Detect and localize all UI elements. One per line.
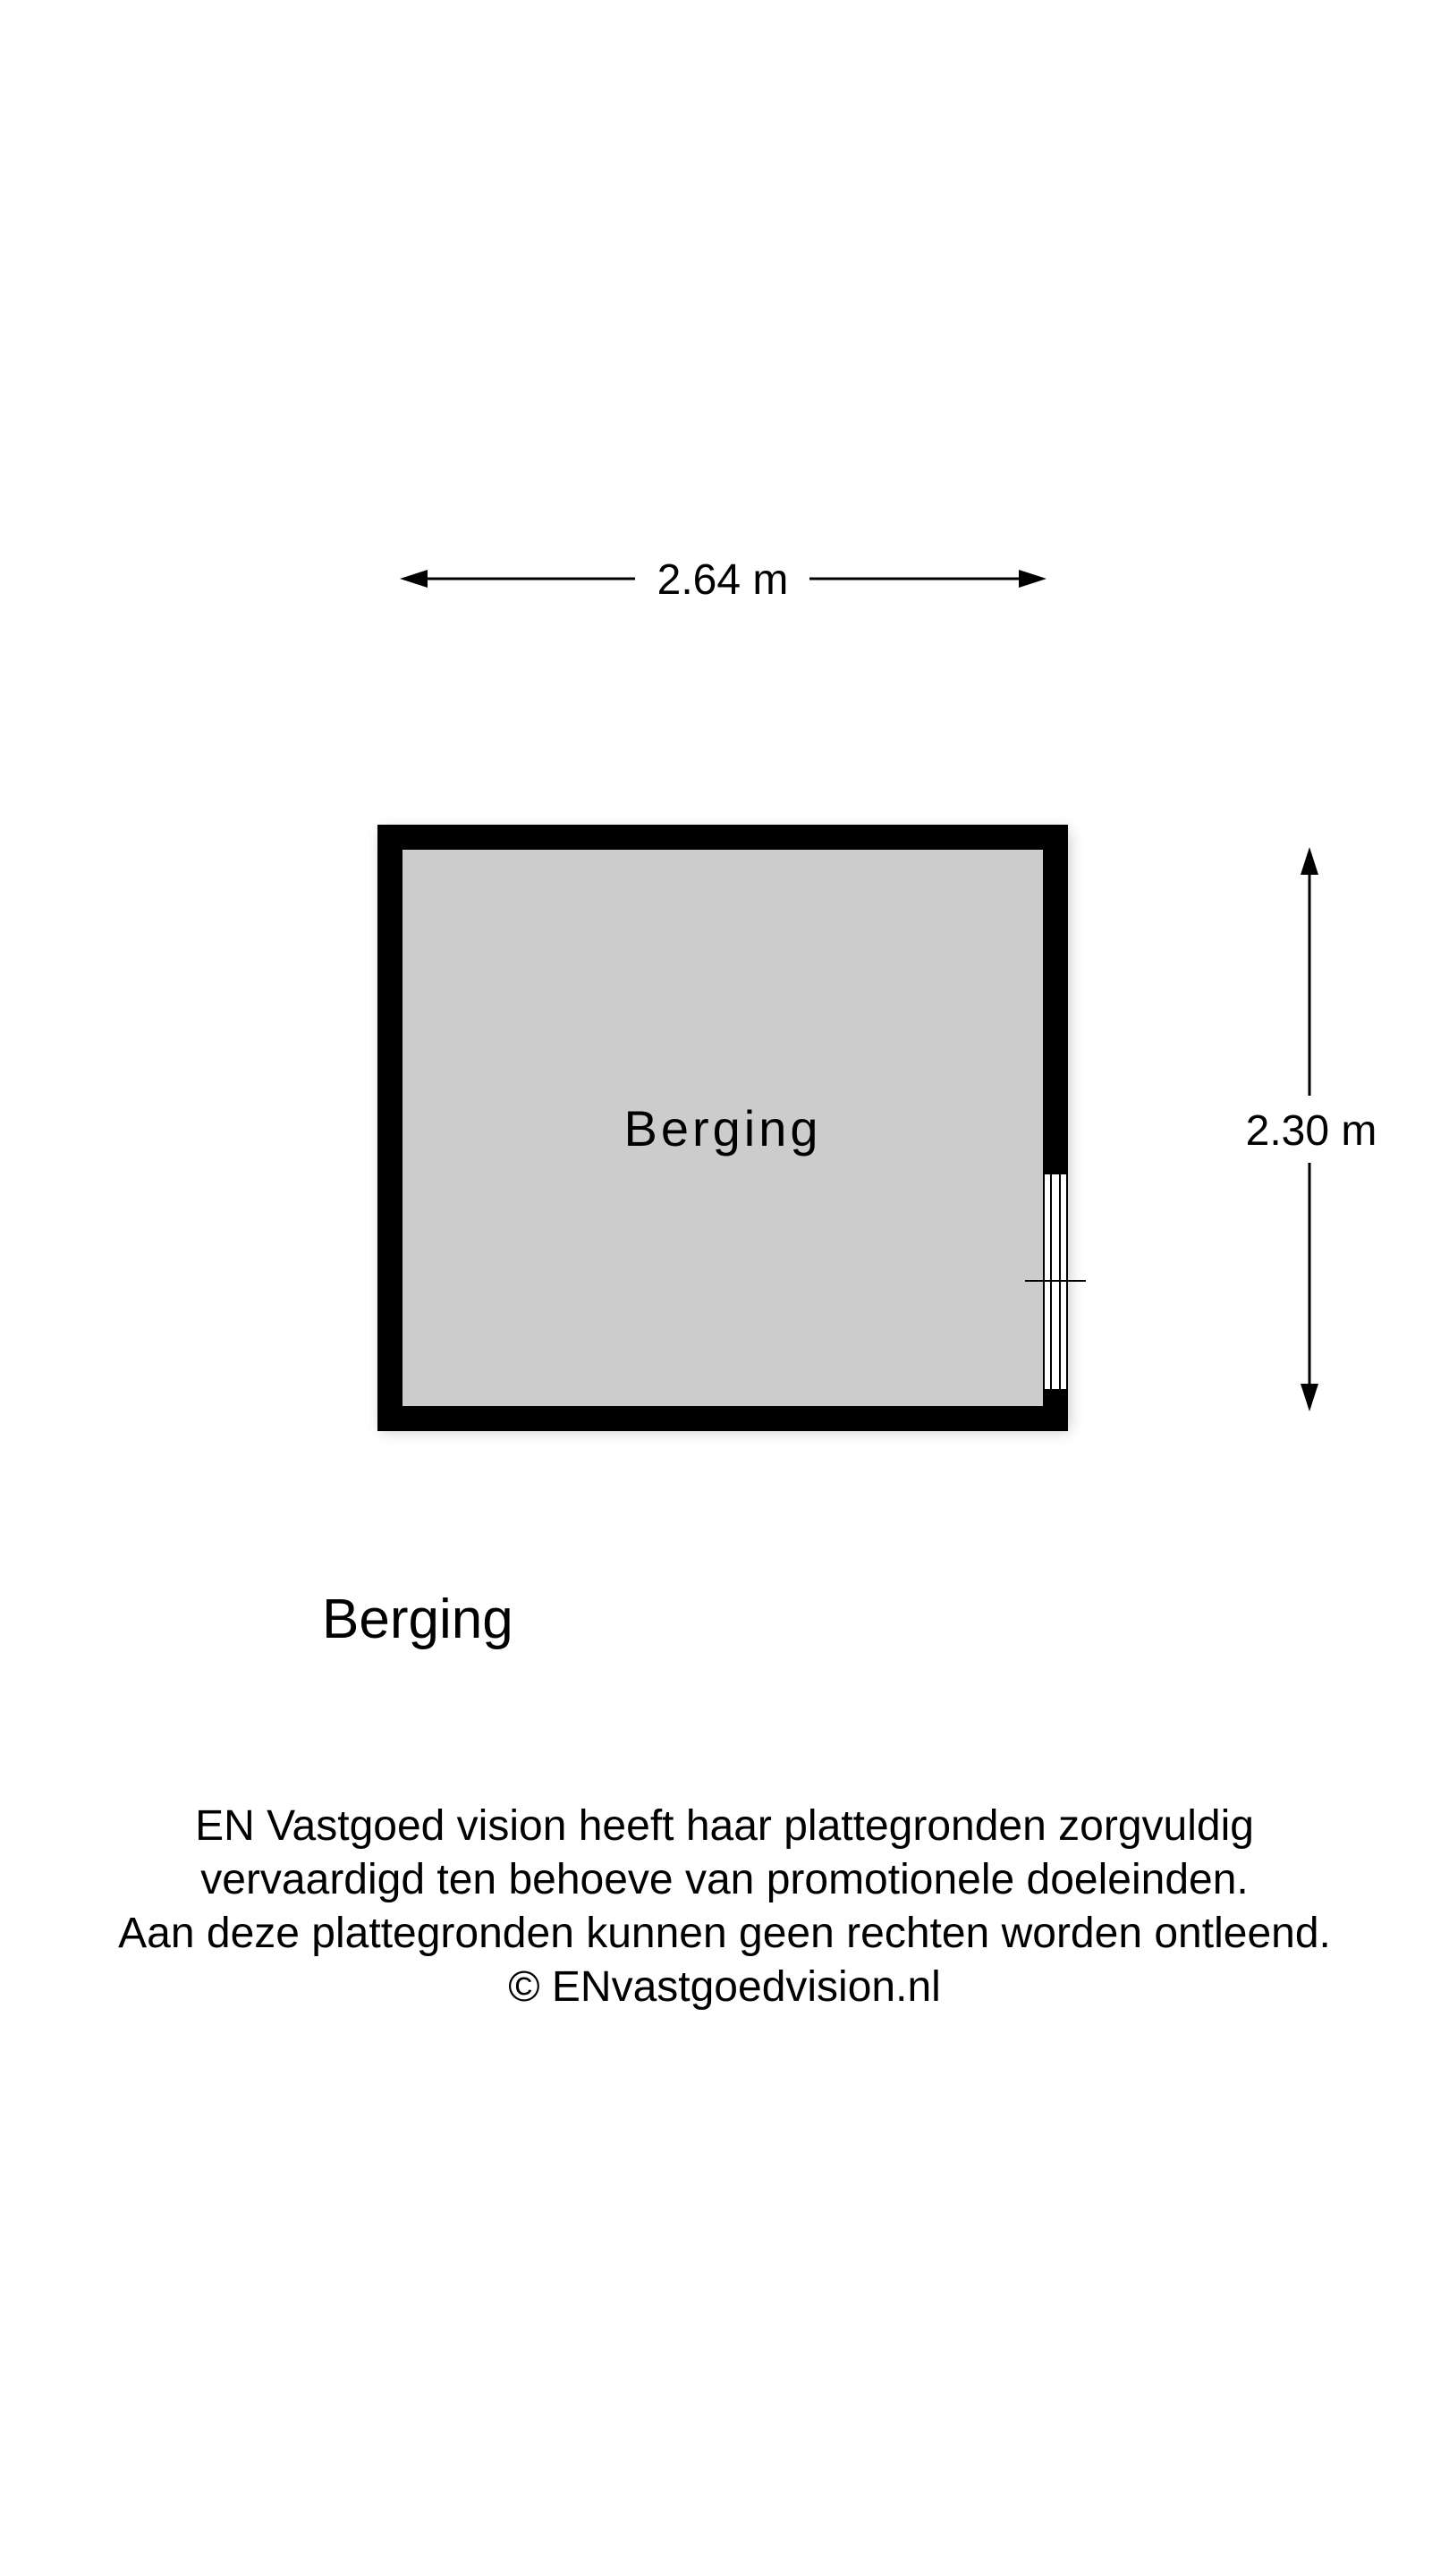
floor-name: Berging (322, 1589, 513, 1650)
height-dimension-arrow-top (1301, 847, 1318, 875)
width-dimension (400, 556, 1046, 604)
disclaimer-line-1: EN Vastgoed vision heeft haar plattegronden zorgvuldig (195, 1802, 1254, 1850)
width-dimension-arrow-left (400, 570, 428, 588)
width-dimension-arrow-right (1019, 570, 1046, 588)
room-berging (377, 825, 1086, 1431)
disclaimer-line-2: vervaardigd ten behoeve van promotionele doeleinden. (200, 1856, 1249, 1903)
width-dimension-label: 2.64 m (657, 556, 789, 604)
disclaimer-line-3: Aan deze plattegronden kunnen geen rechten worden ontleend. (118, 1910, 1331, 1957)
height-dimension-label: 2.30 m (1245, 1107, 1377, 1155)
disclaimer-line-4: © ENvastgoedvision.nl (508, 1963, 941, 2011)
disclaimer (0, 1800, 1449, 2014)
height-dimension-arrow-bottom (1301, 1384, 1318, 1411)
room-label: Berging (623, 1100, 822, 1157)
height-dimension (1246, 847, 1377, 1411)
